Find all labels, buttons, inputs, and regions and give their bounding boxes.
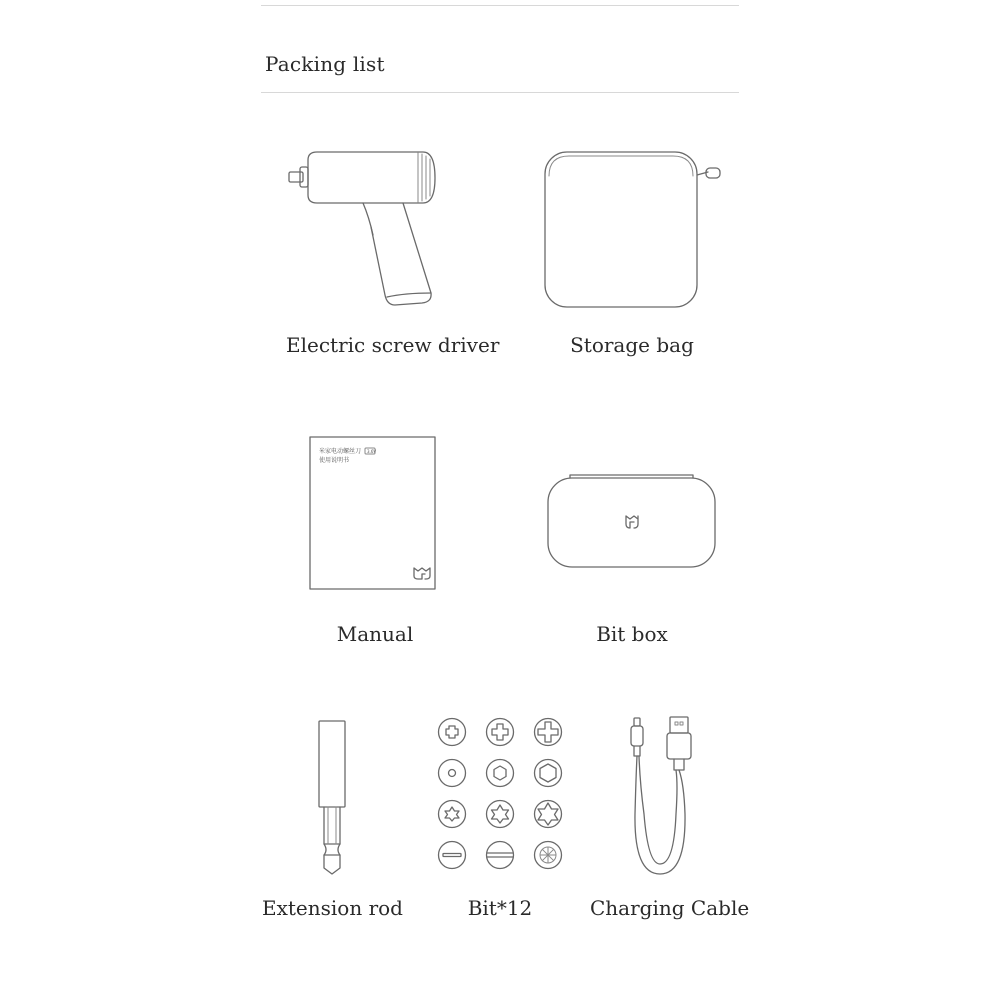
manual-cover-subtitle: 使用说明书: [319, 457, 350, 464]
title-divider: [261, 92, 739, 93]
storage-bag-label: Storage bag: [570, 333, 694, 357]
storage-bag-icon: [540, 148, 730, 313]
screwdriver-bits-icon: [435, 716, 567, 872]
bit-box-label: Bit box: [596, 622, 668, 646]
top-divider: [261, 5, 739, 6]
screwdriver-label: Electric screw driver: [286, 333, 500, 357]
extension-rod-label: Extension rod: [262, 896, 403, 920]
bit-box-icon: [545, 472, 720, 572]
electric-screwdriver-icon: [285, 145, 445, 310]
charging-cable-icon: [618, 714, 708, 879]
extension-rod-icon: [312, 718, 352, 878]
manual-cover-title: 米家电动螺丝刀: [319, 448, 362, 455]
manual-label: Manual: [336, 622, 414, 646]
bits-label: Bit*12: [467, 896, 533, 920]
charging-cable-label: Charging Cable: [590, 896, 750, 920]
section-title: Packing list: [265, 52, 385, 76]
manual-cover-badge: 3.6V: [367, 449, 377, 454]
